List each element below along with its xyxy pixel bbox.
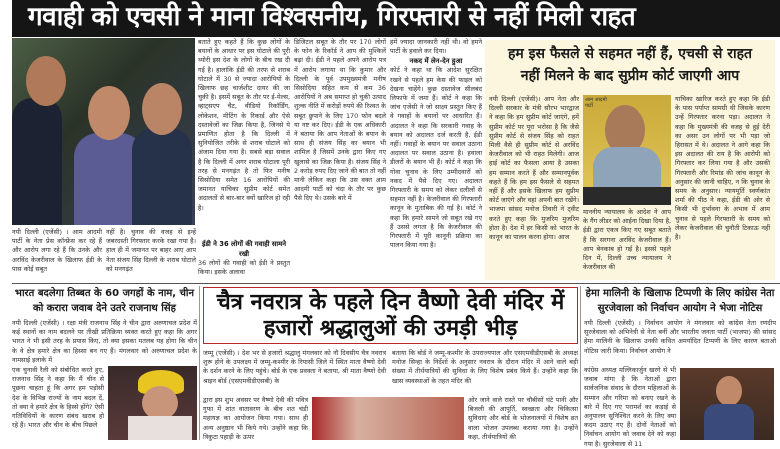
lead-subheading-cash: नकद में लेन-देन हुआ (409, 57, 463, 66)
photo-sign: आम आदमी पार्टी (585, 97, 607, 109)
lead-col3-tail: 36 लोगों की गवाही को ईडी ने प्रस्तुत किया। इसके अलावा (198, 259, 290, 277)
aap-headline: हम इस फैसले से सहमत नहीं हैं, एचसी से राहत नहीं मिलने के बाद सुप्रीम कोर्ट जाएगी आप (507, 46, 752, 84)
lead-col3: बताते हुए कहते हैं कि कुछ लोगों के बयानों के आधार पर इस घोटाले की पूरी थ्योरी इस देश के लोगों के बीच रख दी गई है। हालांकि ईडी की तरफ से शराब घोटाले में 30 से ज्यादा आरोपियों के खिलाफ छह चार्जशीट दायर की जा चुकी है। इसमें सबूत के तौर पर ई-मेल्स, व्हाट्सएप चैट, वीडियो रिकॉर्डिंग, लोकेशन, मीटिंग के रिकार्ड और ऐसे दस्तावेजों का जिक्र किया है, जिनसे ये प्रमाणित होता है कि दिल्ली में सुनियोजित तरीके से शराब घोटाले को अंजाम दिया गया है। सबसे बड़ा सवाल है कि दिल्ली में अगर शराब घोटाला पूरी तरह से मनगढ़ंत है तो फिर मनीष सिसोदिया समेत 16 आरोपियों की जमानत याचिका सुप्रीम कोर्ट समेत अदालतों से बार-बार क्यों खारिज हो रही है। (198, 38, 290, 212)
aap-col2: माननीय न्यायालय के आदेश ने आप के गैंग लीडर को आईना दिखा दिया है, ईडी द्वारा एकत्र किए गए सबूत बताते हैं कि सरगना अरविंद केजरीवाल हैं। आप बेनकाब हो गई है। इससे पहले दिन में, दिल्ली उच्च न्यायालय ने केजरीवाल की (583, 208, 671, 272)
rajnath-singh-photo (108, 366, 197, 440)
aap-col3: याचिका खारिज करते हुए कहा कि ईडी के पास पर्याप्त सामग्री थी जिसके कारण उन्हें गिरफ्तार करना पड़ा। अदालत ने कहा कि मुख्यमंत्री की वजह से हुई देरी का असर उन लोगों पर भी पड़ा जो हिरासत में थे। अदालत ने आगे कहा कि इस अदालत की राय है कि आरोपी को गिरफ्तार कर लिया गया है और उसकी गिरफ्तारी और रिमांड की जांच कानून के अनुसार की जानी चाहिए, न कि चुनाव के समय के अनुसार। न्यायमूर्ति स्वर्णकांत शर्मा की पीठ ने कहा, ईडी की ओर से किसी भी दुर्भावना के अभाव में आम चुनाव से पहले गिरफ्तारी के समय को लेकर केजरीवाल की चुनौती टिकाऊ नहीं है। (675, 95, 770, 242)
banner-headline: गवाही को एचसी ने माना विश्वसनीय, गिरफ्तारी से नहीं मिली राहत (12, 0, 780, 37)
lead-col5: हमें ज्यादा जानकारी नहीं थी। वो हमने पार्टी के हवाले कर दिया। (390, 38, 482, 56)
surjewala-photo (680, 368, 774, 440)
tibet-body2: एक चुनावी रैली को संबोधित करते हुए, राजनाथ सिंह ने कहा कि मैं चीन से पूछना चाहता हूं कि अगर हम पड़ोसी देश के विभिन्न राज्यों के नाम बदल दें, तो क्या वे हमारे क्षेत्र के हिस्से होंगे? ऐसी गतिविधियों के कारण संबंध खराब हो रहे हैं। भारत और चीन के बीच पिछले (12, 366, 104, 430)
navratri-lead: जम्मू (एजेंसी) । देश भर से हजारों श्रद्धालु मंगलवार को नौ दिवसीय चैत्र नवरात्र शुरू होने के उपलक्ष्य में जम्मू-कश्मीर के रियासी जिले में स्थित माता वैष्णो देवी के दर्शन करने के लिए पहुंचे। बोर्ड के एक प्रवक्ता ने बताया, श्री माता वैष्णो देवी श्राइन बोर्ड (एसएमवीडीएसबी) के (203, 349, 386, 385)
navratri-headline: चैत्र नवरात्र के पहले दिन वैष्णो देवी मंदिर में हजारों श्रद्धालुओं की उमड़ी भीड़ (203, 287, 578, 344)
tibet-body: नयी दिल्ली (एजेंसी) । रक्षा मंत्री राजनाथ सिंह ने चीन द्वारा अरुणाचल प्रदेश में कई स्थानों का नाम बदलने पर तीखी प्रतिक्रिया व्यक्त करते हुए कहा कि अगर भारत ने भी इसी तरह के प्रयास किए, तो क्या इसका मतलब यह होगा कि चीन के वे क्षेत्र हमारे क्षेत्र का हिस्सा बन गए हैं। मंगलवार को अरुणाचल प्रदेश के नामसाई इलाके में (12, 319, 197, 364)
aap-col1: नयी दिल्ली (एजेंसी)। आप नेता और दिल्ली सरकार के मंत्री सौरभ भारद्वाज ने कहा कि हम सुप्रीम कोर्ट जाएंगे, हमें सुप्रीम कोर्ट पर पूरा भरोसा है कि जैसे सुप्रीम कोर्ट से संजय सिंह को राहत मिली वैसे ही सुप्रीम कोर्ट से अरविंद केजरीवाल को भी राहत मिलेगी। आज हाई कोर्ट का फैसला आया है उसका हम सम्मान करते हैं और सम्मानपूर्वक कहते हैं कि हम इस फैसले से सहमत नहीं हैं और इसके खिलाफ हम सुप्रीम कोर्ट जाएंगे और वहां अपनी बात रखेंगे। भाजपा सांसद मनोज तिवारी ने ट्वीट करते हुए कहा कि मुजरिम मुजरिम होता है। देश में हर किसी को भारत के कानून का पालन करना होगा। आज (489, 95, 579, 242)
navratri-right: ओर जाने वाले रास्ते पर चौबीसों घंटे पानी और बिजली की आपूर्ति, स्वच्छता और चिकित्सा सुविधाएं और बोर्ड के भोजनालयों में विशेष व्रत वाला भोजन उपलब्ध कराया गया है। उन्होंने कहा, तीर्थयात्रियों की (468, 396, 578, 441)
vaishno-devi-photo (312, 397, 464, 440)
aap-story-box (485, 40, 775, 280)
tibet-headline: भारत बदलेगा तिब्बत के 60 जगहों के नाम, चीन को करारा जवाब देने उतरे राजनाथ सिंह (14, 288, 195, 314)
lead-caption-col2: नहीं है। चुनाव की वजह से इन्हें जबरदस्ती गिरफ्तार करके रखा गया है। हाल ही में जमानत पर बाहर आए आप नेता संजय सिंह दिल्ली के शराब घोटाले को मनगढ़ंत (106, 228, 196, 273)
navratri-left: द्वारा इस शुभ अवसर पर वैष्णो देवी की पवित्र गुफा में शांत वातावरण के बीच शत चंडी महायज्ञ का आयोजन किया गया। साथ ही अन्य अनुष्ठान भी किये गये। उन्होंने कहा कि त्रिकुटा पहाड़ी के ऊपर (203, 396, 308, 441)
saurabh-bharadwaj-photo (583, 95, 671, 205)
hema-body: नयी दिल्ली (एजेंसी) । निर्वाचन आयोग ने मंगलवार को कांग्रेस नेता रणदीप सुरजेवाला को अभिनेत्री से नेता बनीं और भारतीय जनता पार्टी (भाजपा) की सांसद हेमा मालिनी के खिलाफ उनकी कथित अमर्यादित टिप्पणी के लिए कारण बताओ नोटिस जारी किया। निर्वाचन आयोग ने (584, 319, 776, 355)
hema-body2: कांग्रेस अध्यक्ष मल्लिकार्जुन खरगे से भी जवाब मांगा है कि नेताओं द्वारा सार्वजनिक संवाद के दौरान महिलाओं के सम्मान और गरिमा को बनाए रखने के बारे में दिए गए परामर्श का कड़ाई से अनुपालन सुनिश्चित करने के लिए क्या कदम उठाए गए हैं। दोनों नेताओं को निर्वाचन आयोग को जवाब देने को कहा गया है। सुरजेवाला से 11 (584, 366, 676, 448)
section-divider (12, 283, 780, 284)
lead-col4: डिजिटल सबूत के तौर पर 170 लोगों के फोन के रिकॉर्ड ने आप की मुश्किलें बढ़ा दी। ईडी ने पहले अपने आरोप पत्र में आरोप लगाया था कि कुमार और दिल्ली के पूर्व उपमुख्यमंत्री मनीष सिसोदिया सहित कम से कम 36 आरोपियों ने अब समाप्त हो चुकी उत्पाद शुल्क नीति में करोड़ों रुपये की रिश्वत के सबूत छुपाने के लिए 170 फोन बदले या नष्ट कर दिए। ईडी के एक अधिकारी ने बताया कि आप नेताओं के बयान के साथ ही संजय सिंह का बयान भी शामिल है जिसमें उनके द्वारा किए गए खुलासे का जिक्र किया है। संजय सिंह ने 2 करोड़ रुपए दिए जाने की बात तो नहीं मानी लेकिन कहा कि उस वक्त आम आदमी पार्टी को चंदा के तौर पर कुछ पैसे दिए थे। उसके बारे में (294, 38, 386, 203)
hema-headline: हेमा मालिनी के खिलाफ टिप्पणी के लिए कांग्रेस नेता सुरजेवाला को निर्वाचन आयोग ने भेजा नोटिस (585, 288, 775, 314)
lead-caption-col1: नयी दिल्ली (एजेंसी) । आम आदमी पार्टी के नेता प्रेस कॉन्फ्रेंस कर रहे हैं और आरोप लगा रहे हैं कि उनके और अरविंद केजरीवाल के खिलाफ ईडी के पास कोई सबूत (12, 228, 102, 273)
navratri-lead2: बताया कि बोर्ड ने जम्मू-कश्मीर के उपराज्यपाल और एसएमवीडीएसबी के अध्यक्ष मनोज सिन्हा के निर्देशों के अनुसार नवरात्र के दौरान मंदिर में आने वाले बड़ी संख्या में तीर्थयात्रियों की सुविधा के लिए विशेष प्रबंध किये हैं। उन्होंने कहा कि खास व्यवस्थाओं के तहत मंदिर की (392, 349, 578, 385)
lead-subheading-witness: ईडी ने 36 लोगों की गवाही सामने रखी (201, 240, 287, 258)
kejriwal-photo (12, 38, 195, 225)
lead-col5-body: कोर्ट ने कहा था कि आदेश सुरक्षित रखने से पहले हम केस की फाइल को देखना चाहेंगे। कुछ दस्तावेज सीलबंद लिफाफे में जमा हैं। कोर्ट ने कहा कि जांच एजेंसी ने जो साक्ष्य प्रस्तुत किए हैं वे गवाहों के बयानों पर आधारित हैं। अदालत ने कहा कि सरकारी गवाह के बयान को अदालत दर्ज करती है, ईडी नहीं। गवाहों के बयान पर सवाल उठाना अदालत पर सवाल उठाना है। हवाला डीलरों के बयान भी हैं। कोर्ट ने कहा कि गोवा चुनाव के लिए उम्मीदवारों को नकद में पैसे दिए गए। अदालत गिरफ्तारी के समय को लेकर दलीलों से सहमत नहीं है। केजरीवाल की गिरफ्तारी कानून के मुताबिक की गई है। कोर्ट ने कहा कि हमारे सामने जो सबूत रखे गए हैं उससे लगता है कि केजरीवाल की गिरफ्तारी में पूरी कानूनी प्रक्रिया का पालन किया गया है। (390, 66, 482, 250)
